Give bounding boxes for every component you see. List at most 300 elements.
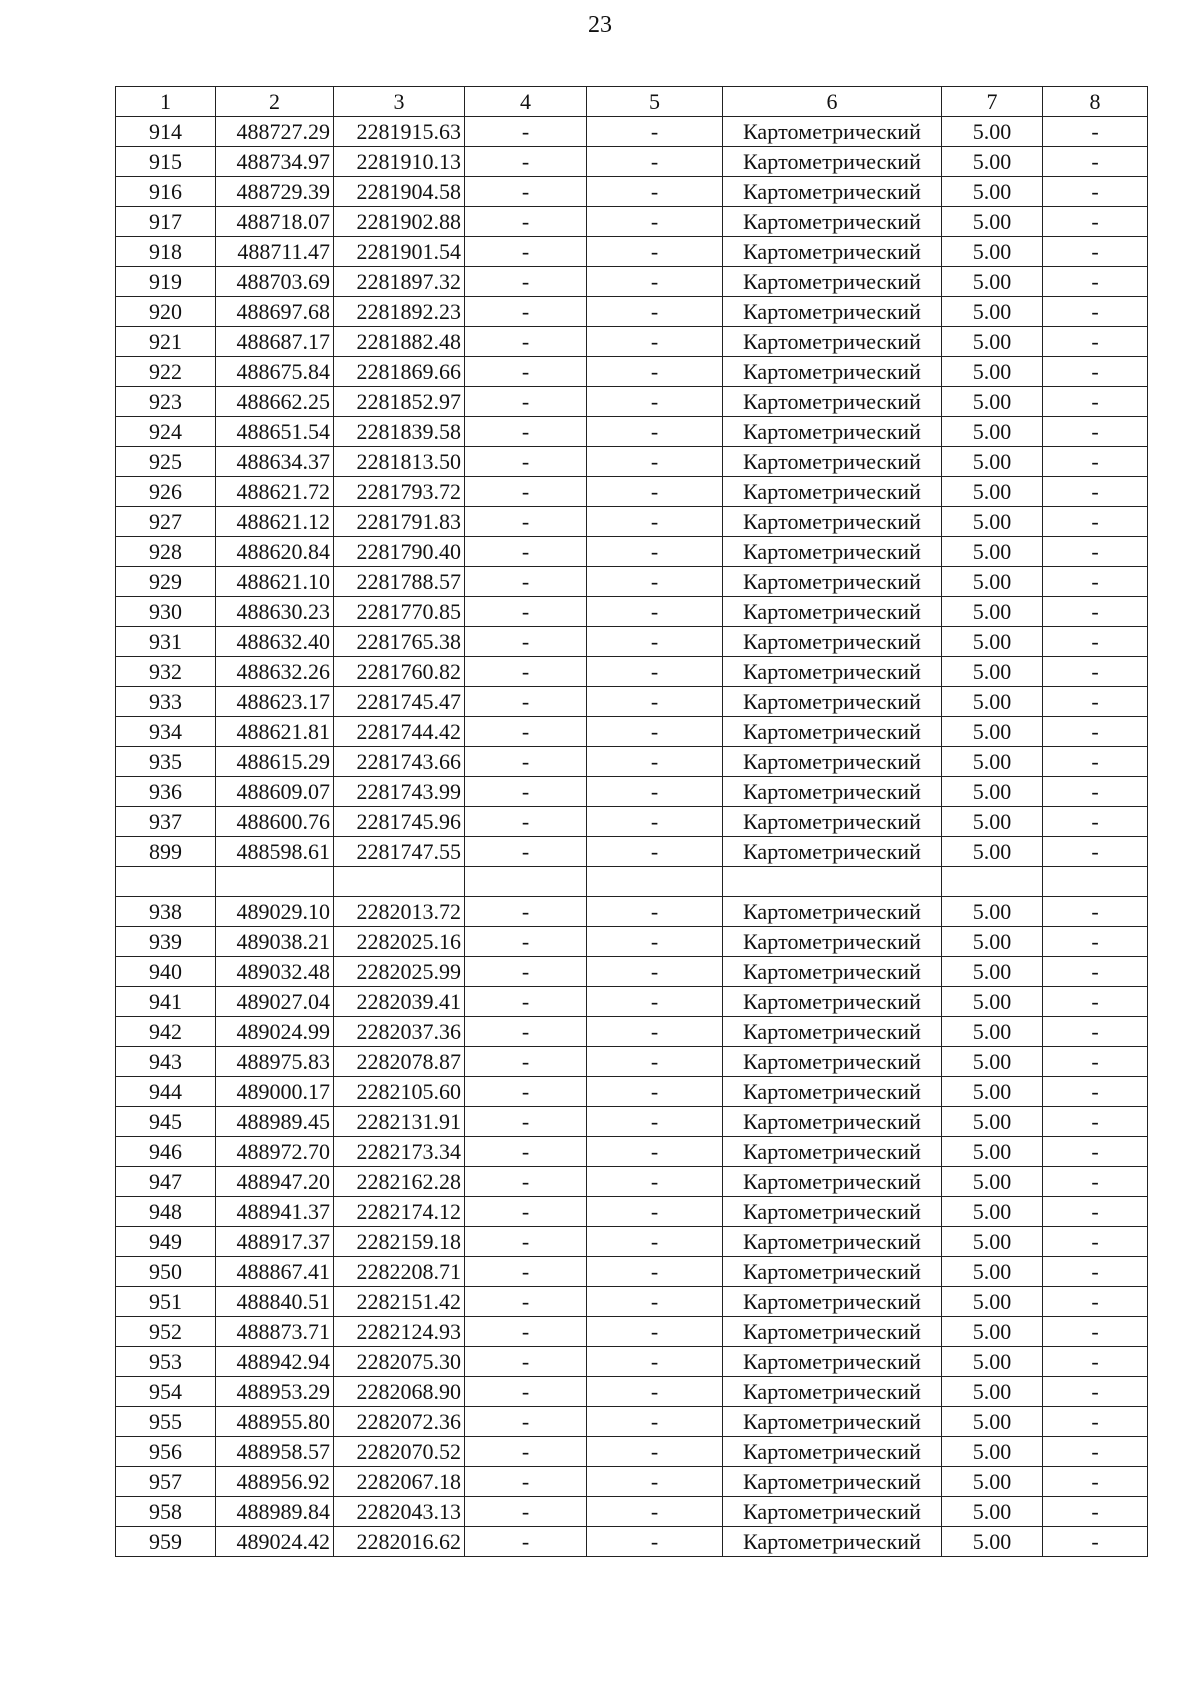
x-coordinate-cell: 488727.29 (216, 117, 334, 147)
col-8-cell: - (1043, 957, 1148, 987)
x-coordinate-cell: 488867.41 (216, 1257, 334, 1287)
x-coordinate-cell: 488598.61 (216, 837, 334, 867)
point-number-cell: 945 (116, 1107, 216, 1137)
col-4-cell: - (465, 987, 587, 1017)
col-8-cell: - (1043, 177, 1148, 207)
col-4-cell: - (465, 627, 587, 657)
x-coordinate-cell: 488942.94 (216, 1347, 334, 1377)
col-8-cell: - (1043, 1167, 1148, 1197)
y-coordinate-cell: 2281902.88 (334, 207, 465, 237)
accuracy-cell: 5.00 (942, 1257, 1043, 1287)
method-cell: Картометрический (723, 597, 942, 627)
col-5-cell (587, 867, 723, 897)
col-5-cell: - (587, 147, 723, 177)
x-coordinate-cell: 488687.17 (216, 327, 334, 357)
x-coordinate-cell: 488956.92 (216, 1467, 334, 1497)
table-row (116, 687, 1148, 717)
x-coordinate-cell: 488662.25 (216, 387, 334, 417)
y-coordinate-cell: 2282025.16 (334, 927, 465, 957)
col-5-cell: - (587, 627, 723, 657)
col-8-cell: - (1043, 357, 1148, 387)
table-row (116, 1077, 1148, 1107)
table-row (116, 1107, 1148, 1137)
x-coordinate-cell: 488734.97 (216, 147, 334, 177)
table-row (116, 597, 1148, 627)
point-number-cell: 914 (116, 117, 216, 147)
point-number-cell: 928 (116, 537, 216, 567)
point-number-cell: 919 (116, 267, 216, 297)
y-coordinate-cell: 2281743.99 (334, 777, 465, 807)
y-coordinate-cell: 2281901.54 (334, 237, 465, 267)
col-4-cell: - (465, 657, 587, 687)
col-4-cell: - (465, 177, 587, 207)
accuracy-cell: 5.00 (942, 897, 1043, 927)
x-coordinate-cell: 488947.20 (216, 1167, 334, 1197)
table-row (116, 1137, 1148, 1167)
point-number-cell: 933 (116, 687, 216, 717)
accuracy-cell: 5.00 (942, 927, 1043, 957)
x-coordinate-cell: 488941.37 (216, 1197, 334, 1227)
accuracy-cell: 5.00 (942, 387, 1043, 417)
point-number-cell: 899 (116, 837, 216, 867)
point-number-cell: 944 (116, 1077, 216, 1107)
col-4-cell: - (465, 1287, 587, 1317)
x-coordinate-cell: 488975.83 (216, 1047, 334, 1077)
point-number-cell: 950 (116, 1257, 216, 1287)
y-coordinate-cell: 2282039.41 (334, 987, 465, 1017)
y-coordinate-cell: 2282105.60 (334, 1077, 465, 1107)
col-8-cell: - (1043, 837, 1148, 867)
y-coordinate-cell: 2281852.97 (334, 387, 465, 417)
col-8-cell: - (1043, 207, 1148, 237)
point-number-cell: 952 (116, 1317, 216, 1347)
col-8-cell: - (1043, 267, 1148, 297)
col-8-cell: - (1043, 507, 1148, 537)
x-coordinate-cell: 488615.29 (216, 747, 334, 777)
col-8-cell: - (1043, 477, 1148, 507)
accuracy-cell: 5.00 (942, 807, 1043, 837)
col-8-cell: - (1043, 327, 1148, 357)
col-8-cell: - (1043, 1317, 1148, 1347)
point-number-cell: 925 (116, 447, 216, 477)
col-8-cell: - (1043, 627, 1148, 657)
y-coordinate-cell: 2282131.91 (334, 1107, 465, 1137)
point-number-cell: 949 (116, 1227, 216, 1257)
point-number-cell: 956 (116, 1437, 216, 1467)
col-4-cell: - (465, 147, 587, 177)
table-row (116, 1377, 1148, 1407)
header-row (116, 87, 1148, 117)
table-row (116, 1227, 1148, 1257)
table-row (116, 897, 1148, 927)
col-4-cell: - (465, 1017, 587, 1047)
page-number: 23 (588, 12, 612, 38)
method-cell: Картометрический (723, 327, 942, 357)
col-5-cell: - (587, 897, 723, 927)
table-row (116, 1257, 1148, 1287)
header-cell-col-7: 7 (942, 87, 1043, 117)
col-4-cell: - (465, 567, 587, 597)
y-coordinate-cell: 2281793.72 (334, 477, 465, 507)
x-coordinate-cell: 488621.81 (216, 717, 334, 747)
method-cell: Картометрический (723, 717, 942, 747)
point-number-cell: 926 (116, 477, 216, 507)
col-5-cell: - (587, 1317, 723, 1347)
col-8-cell: - (1043, 297, 1148, 327)
col-5-cell: - (587, 1497, 723, 1527)
x-coordinate-cell: 488600.76 (216, 807, 334, 837)
col-5-cell: - (587, 237, 723, 267)
table-row (116, 777, 1148, 807)
col-5-cell: - (587, 1017, 723, 1047)
col-4-cell: - (465, 1077, 587, 1107)
accuracy-cell: 5.00 (942, 327, 1043, 357)
table-row (116, 447, 1148, 477)
x-coordinate-cell: 488620.84 (216, 537, 334, 567)
col-8-cell: - (1043, 387, 1148, 417)
col-8-cell: - (1043, 1377, 1148, 1407)
accuracy-cell: 5.00 (942, 627, 1043, 657)
table-row (116, 537, 1148, 567)
col-5-cell: - (587, 717, 723, 747)
table-row (116, 327, 1148, 357)
table-row (116, 807, 1148, 837)
point-number-cell: 958 (116, 1497, 216, 1527)
table-row (116, 1287, 1148, 1317)
point-number-cell: 915 (116, 147, 216, 177)
y-coordinate-cell: 2282070.52 (334, 1437, 465, 1467)
y-coordinate-cell: 2282124.93 (334, 1317, 465, 1347)
x-coordinate-cell: 488634.37 (216, 447, 334, 477)
col-8-cell: - (1043, 567, 1148, 597)
method-cell (723, 867, 942, 897)
method-cell: Картометрический (723, 267, 942, 297)
x-coordinate-cell: 488632.26 (216, 657, 334, 687)
method-cell: Картометрический (723, 1347, 942, 1377)
y-coordinate-cell: 2282174.12 (334, 1197, 465, 1227)
col-8-cell: - (1043, 147, 1148, 177)
col-5-cell: - (587, 1227, 723, 1257)
x-coordinate-cell: 488711.47 (216, 237, 334, 267)
point-number-cell: 920 (116, 297, 216, 327)
accuracy-cell: 5.00 (942, 1107, 1043, 1137)
accuracy-cell: 5.00 (942, 1437, 1043, 1467)
method-cell: Картометрический (723, 1377, 942, 1407)
col-5-cell: - (587, 807, 723, 837)
accuracy-cell: 5.00 (942, 1347, 1043, 1377)
col-8-cell: - (1043, 1497, 1148, 1527)
col-4-cell: - (465, 507, 587, 537)
method-cell: Картометрический (723, 747, 942, 777)
table-row (116, 297, 1148, 327)
col-8-cell: - (1043, 1077, 1148, 1107)
col-8-cell: - (1043, 1467, 1148, 1497)
accuracy-cell: 5.00 (942, 1377, 1043, 1407)
point-number-cell: 951 (116, 1287, 216, 1317)
table-row (116, 927, 1148, 957)
col-5-cell: - (587, 207, 723, 237)
table-row (116, 237, 1148, 267)
point-number-cell: 939 (116, 927, 216, 957)
x-coordinate-cell: 488609.07 (216, 777, 334, 807)
header-cell-col-8: 8 (1043, 87, 1148, 117)
x-coordinate-cell: 489038.21 (216, 927, 334, 957)
accuracy-cell: 5.00 (942, 957, 1043, 987)
point-number-cell: 921 (116, 327, 216, 357)
accuracy-cell: 5.00 (942, 987, 1043, 1017)
method-cell: Картометрический (723, 1287, 942, 1317)
col-4-cell: - (465, 1257, 587, 1287)
method-cell: Картометрический (723, 627, 942, 657)
point-number-cell: 947 (116, 1167, 216, 1197)
col-4-cell: - (465, 1167, 587, 1197)
point-number-cell: 927 (116, 507, 216, 537)
col-4-cell: - (465, 1347, 587, 1377)
table-row (116, 837, 1148, 867)
col-8-cell: - (1043, 1437, 1148, 1467)
col-5-cell: - (587, 1167, 723, 1197)
col-5-cell: - (587, 597, 723, 627)
table-row (116, 1527, 1148, 1557)
accuracy-cell: 5.00 (942, 207, 1043, 237)
point-number-cell: 922 (116, 357, 216, 387)
y-coordinate-cell: 2281788.57 (334, 567, 465, 597)
accuracy-cell: 5.00 (942, 837, 1043, 867)
y-coordinate-cell: 2281892.23 (334, 297, 465, 327)
accuracy-cell: 5.00 (942, 597, 1043, 627)
col-8-cell: - (1043, 1347, 1148, 1377)
method-cell: Картометрический (723, 1197, 942, 1227)
accuracy-cell: 5.00 (942, 1017, 1043, 1047)
accuracy-cell: 5.00 (942, 447, 1043, 477)
table-row (116, 177, 1148, 207)
header-cell-col-5: 5 (587, 87, 723, 117)
col-4-cell: - (465, 687, 587, 717)
col-5-cell: - (587, 117, 723, 147)
table-row (116, 207, 1148, 237)
col-8-cell: - (1043, 117, 1148, 147)
col-4-cell: - (465, 1527, 587, 1557)
point-number-cell: 938 (116, 897, 216, 927)
method-cell: Картометрический (723, 1167, 942, 1197)
col-8-cell: - (1043, 1287, 1148, 1317)
y-coordinate-cell: 2282016.62 (334, 1527, 465, 1557)
col-5-cell: - (587, 1047, 723, 1077)
method-cell: Картометрический (723, 417, 942, 447)
y-coordinate-cell: 2282068.90 (334, 1377, 465, 1407)
accuracy-cell: 5.00 (942, 1197, 1043, 1227)
col-4-cell: - (465, 1137, 587, 1167)
accuracy-cell: 5.00 (942, 267, 1043, 297)
col-4-cell: - (465, 417, 587, 447)
x-coordinate-cell: 488697.68 (216, 297, 334, 327)
accuracy-cell: 5.00 (942, 147, 1043, 177)
point-number-cell: 940 (116, 957, 216, 987)
accuracy-cell: 5.00 (942, 507, 1043, 537)
col-4-cell: - (465, 1497, 587, 1527)
y-coordinate-cell: 2281790.40 (334, 537, 465, 567)
table-row (116, 387, 1148, 417)
method-cell: Картометрический (723, 177, 942, 207)
col-4-cell: - (465, 207, 587, 237)
col-4-cell: - (465, 1197, 587, 1227)
y-coordinate-cell: 2282075.30 (334, 1347, 465, 1377)
point-number-cell: 936 (116, 777, 216, 807)
x-coordinate-cell: 489032.48 (216, 957, 334, 987)
table-separator-row (116, 867, 1148, 897)
accuracy-cell: 5.00 (942, 777, 1043, 807)
table-row (116, 117, 1148, 147)
y-coordinate-cell: 2281770.85 (334, 597, 465, 627)
method-cell: Картометрический (723, 1137, 942, 1167)
header-cell-col-6: 6 (723, 87, 942, 117)
method-cell: Картометрический (723, 1437, 942, 1467)
table-row (116, 1347, 1148, 1377)
col-5-cell: - (587, 177, 723, 207)
table-row (116, 1497, 1148, 1527)
col-4-cell: - (465, 1047, 587, 1077)
col-4-cell: - (465, 1407, 587, 1437)
col-5-cell: - (587, 477, 723, 507)
accuracy-cell: 5.00 (942, 357, 1043, 387)
y-coordinate-cell: 2281869.66 (334, 357, 465, 387)
accuracy-cell: 5.00 (942, 1527, 1043, 1557)
table-row (116, 507, 1148, 537)
accuracy-cell: 5.00 (942, 1287, 1043, 1317)
col-8-cell: - (1043, 1047, 1148, 1077)
point-number-cell: 924 (116, 417, 216, 447)
method-cell: Картометрический (723, 507, 942, 537)
col-5-cell: - (587, 507, 723, 537)
y-coordinate-cell: 2282162.28 (334, 1167, 465, 1197)
col-5-cell: - (587, 267, 723, 297)
col-4-cell: - (465, 447, 587, 477)
y-coordinate-cell: 2281904.58 (334, 177, 465, 207)
col-8-cell: - (1043, 1227, 1148, 1257)
header-cell-col-3: 3 (334, 87, 465, 117)
x-coordinate-cell: 488630.23 (216, 597, 334, 627)
col-8-cell: - (1043, 597, 1148, 627)
col-4-cell: - (465, 237, 587, 267)
col-8-cell: - (1043, 657, 1148, 687)
accuracy-cell: 5.00 (942, 1077, 1043, 1107)
col-5-cell: - (587, 657, 723, 687)
header-cell-col-2: 2 (216, 87, 334, 117)
col-4-cell: - (465, 1227, 587, 1257)
table-header (116, 87, 1148, 117)
col-8-cell: - (1043, 777, 1148, 807)
y-coordinate-cell: 2282159.18 (334, 1227, 465, 1257)
x-coordinate-cell: 488621.72 (216, 477, 334, 507)
col-8-cell (1043, 867, 1148, 897)
col-4-cell: - (465, 297, 587, 327)
method-cell: Картометрический (723, 1227, 942, 1257)
method-cell: Картометрический (723, 897, 942, 927)
col-4-cell: - (465, 807, 587, 837)
point-number-cell: 955 (116, 1407, 216, 1437)
col-4-cell: - (465, 597, 587, 627)
y-coordinate-cell: 2282173.34 (334, 1137, 465, 1167)
accuracy-cell: 5.00 (942, 537, 1043, 567)
col-4-cell: - (465, 387, 587, 417)
point-number-cell: 932 (116, 657, 216, 687)
x-coordinate-cell: 488840.51 (216, 1287, 334, 1317)
point-number-cell: 948 (116, 1197, 216, 1227)
y-coordinate-cell: 2281745.47 (334, 687, 465, 717)
method-cell: Картометрический (723, 987, 942, 1017)
y-coordinate-cell: 2282025.99 (334, 957, 465, 987)
col-8-cell: - (1043, 987, 1148, 1017)
col-5-cell: - (587, 1107, 723, 1137)
x-coordinate-cell: 489024.42 (216, 1527, 334, 1557)
x-coordinate-cell (216, 867, 334, 897)
y-coordinate-cell (334, 867, 465, 897)
method-cell: Картометрический (723, 1407, 942, 1437)
accuracy-cell: 5.00 (942, 1227, 1043, 1257)
col-5-cell: - (587, 1527, 723, 1557)
col-5-cell: - (587, 777, 723, 807)
col-8-cell: - (1043, 1407, 1148, 1437)
method-cell: Картометрический (723, 957, 942, 987)
table-row (116, 1467, 1148, 1497)
y-coordinate-cell: 2281744.42 (334, 717, 465, 747)
accuracy-cell: 5.00 (942, 567, 1043, 597)
col-5-cell: - (587, 1347, 723, 1377)
col-4-cell: - (465, 117, 587, 147)
method-cell: Картометрический (723, 807, 942, 837)
col-8-cell: - (1043, 1197, 1148, 1227)
col-4-cell: - (465, 897, 587, 927)
point-number-cell: 946 (116, 1137, 216, 1167)
col-8-cell: - (1043, 1137, 1148, 1167)
x-coordinate-cell: 488917.37 (216, 1227, 334, 1257)
method-cell: Картометрический (723, 1317, 942, 1347)
col-4-cell: - (465, 927, 587, 957)
col-4-cell: - (465, 1377, 587, 1407)
table-row (116, 357, 1148, 387)
method-cell: Картометрический (723, 567, 942, 597)
method-cell: Картометрический (723, 837, 942, 867)
table-row (116, 1407, 1148, 1437)
col-8-cell: - (1043, 1527, 1148, 1557)
col-5-cell: - (587, 1197, 723, 1227)
col-8-cell: - (1043, 417, 1148, 447)
method-cell: Картометрический (723, 1017, 942, 1047)
col-5-cell: - (587, 1437, 723, 1467)
y-coordinate-cell: 2282037.36 (334, 1017, 465, 1047)
col-5-cell: - (587, 1287, 723, 1317)
point-number-cell: 959 (116, 1527, 216, 1557)
point-number-cell: 942 (116, 1017, 216, 1047)
y-coordinate-cell: 2282072.36 (334, 1407, 465, 1437)
point-number-cell: 935 (116, 747, 216, 777)
col-8-cell: - (1043, 927, 1148, 957)
table-row (116, 717, 1148, 747)
table-row (116, 1317, 1148, 1347)
y-coordinate-cell: 2281882.48 (334, 327, 465, 357)
col-5-cell: - (587, 1077, 723, 1107)
x-coordinate-cell: 488953.29 (216, 1377, 334, 1407)
point-number-cell: 929 (116, 567, 216, 597)
point-number-cell: 918 (116, 237, 216, 267)
table-row (116, 957, 1148, 987)
col-5-cell: - (587, 1377, 723, 1407)
table-row (116, 1047, 1148, 1077)
x-coordinate-cell: 489000.17 (216, 1077, 334, 1107)
accuracy-cell: 5.00 (942, 177, 1043, 207)
accuracy-cell: 5.00 (942, 417, 1043, 447)
x-coordinate-cell: 488729.39 (216, 177, 334, 207)
